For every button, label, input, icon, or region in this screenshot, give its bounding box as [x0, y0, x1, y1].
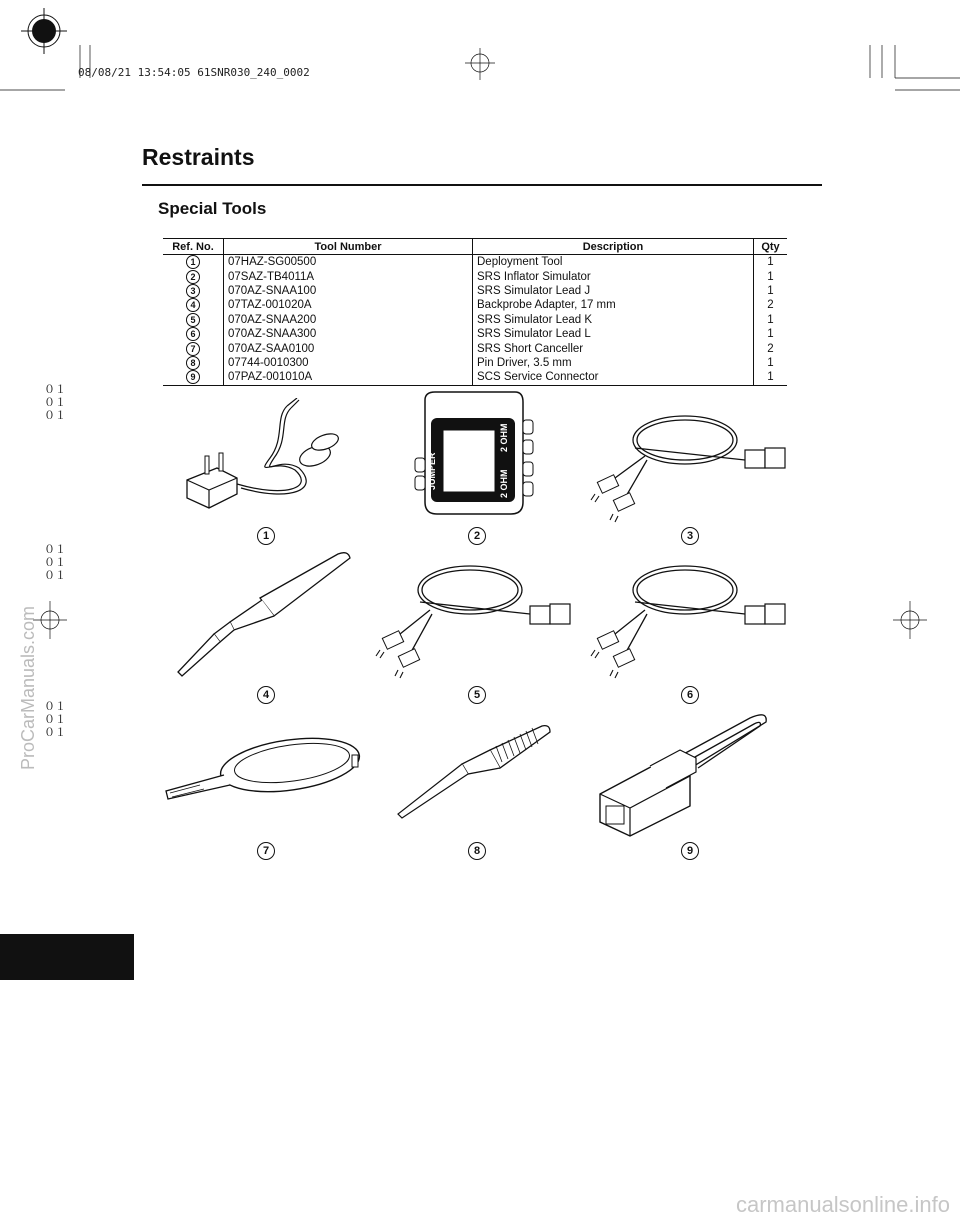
figure-label: 4 — [257, 686, 275, 704]
page-subtitle: Special Tools — [158, 199, 267, 218]
print-stamp: 08/08/21 13:54:05 61SNR030_240_0002 — [78, 66, 310, 79]
jumper-text: JUMPER — [427, 452, 437, 490]
figure-label: 7 — [257, 842, 275, 860]
scs-service-connector-illustration — [590, 706, 780, 841]
tool-qty: 1 — [767, 313, 774, 326]
tool-description: SRS Simulator Lead L — [473, 327, 754, 341]
simulator-lead-k-illustration — [370, 554, 575, 679]
tool-description: Deployment Tool — [473, 255, 754, 270]
tool-qty: 1 — [767, 270, 774, 283]
margin-code: ０１ ０１ ０１ — [44, 543, 66, 582]
simulator-lead-j-illustration — [585, 398, 790, 523]
tool-description: Backprobe Adapter, 17 mm — [473, 298, 754, 312]
deployment-tool-illustration — [175, 398, 355, 518]
margin-code: ０１ ０１ ０１ — [44, 700, 66, 739]
tool-number: 070AZ-SAA0100 — [224, 341, 473, 355]
header-qty: Qty — [754, 239, 788, 255]
tool-qty: 1 — [767, 256, 774, 269]
backprobe-adapter-illustration — [170, 548, 360, 678]
section-tab — [0, 934, 134, 980]
section-title: Restraints — [142, 144, 255, 170]
figure-label: 3 — [681, 527, 699, 545]
tool-number: 07PAZ-001010A — [224, 370, 473, 385]
header-tool-number: Tool Number — [224, 239, 473, 255]
short-canceller-illustration — [160, 735, 370, 805]
tool-description: Pin Driver, 3.5 mm — [473, 356, 754, 370]
ohm-top-text: 2 OHM — [499, 423, 509, 452]
tool-description: SRS Simulator Lead K — [473, 313, 754, 327]
table-row — [163, 370, 787, 385]
ref-number: 8 — [186, 356, 200, 370]
table-row — [163, 284, 787, 298]
ref-number: 4 — [186, 298, 200, 312]
table-row — [163, 341, 787, 355]
title-divider — [142, 184, 822, 186]
inflator-simulator-illustration — [405, 390, 535, 520]
ref-number: 7 — [186, 342, 200, 356]
table-header-row — [163, 239, 787, 255]
header-description: Description — [473, 239, 754, 255]
tool-number: 07HAZ-SG00500 — [224, 255, 473, 270]
tool-qty: 2 — [767, 299, 774, 312]
ref-number: 2 — [186, 270, 200, 284]
tool-description: SRS Short Canceller — [473, 341, 754, 355]
figure-label: 2 — [468, 527, 486, 545]
tool-description: SCS Service Connector — [473, 370, 754, 385]
crosshair-right-icon — [890, 595, 930, 645]
tool-number: 070AZ-SNAA200 — [224, 313, 473, 327]
table-row — [163, 327, 787, 341]
figure-label: 8 — [468, 842, 486, 860]
tool-qty: 2 — [767, 342, 774, 355]
crosshair-icon — [465, 48, 495, 80]
ref-number: 6 — [186, 327, 200, 341]
table-row — [163, 298, 787, 312]
margin-code: ０１ ０１ ０１ — [44, 383, 66, 422]
tool-description: SRS Simulator Lead J — [473, 284, 754, 298]
figure-label: 5 — [468, 686, 486, 704]
ref-number: 3 — [186, 284, 200, 298]
table-row — [163, 255, 787, 270]
table-row — [163, 313, 787, 327]
tool-description: SRS Inflator Simulator — [473, 269, 754, 283]
figure-label: 1 — [257, 527, 275, 545]
tool-qty: 1 — [767, 356, 774, 369]
header-ref-no: Ref. No. — [163, 239, 224, 255]
registration-target-icon — [21, 8, 67, 54]
ref-number: 1 — [186, 255, 200, 269]
tool-number: 070AZ-SNAA100 — [224, 284, 473, 298]
tool-number: 070AZ-SNAA300 — [224, 327, 473, 341]
ref-number: 5 — [186, 313, 200, 327]
simulator-lead-l-illustration — [585, 554, 790, 679]
watermark-bottom: carmanualsonline.info — [735, 1192, 950, 1217]
tool-number: 07TAZ-001020A — [224, 298, 473, 312]
tool-qty: 1 — [767, 371, 774, 384]
tool-qty: 1 — [767, 328, 774, 341]
figure-label: 6 — [681, 686, 699, 704]
tool-number: 07SAZ-TB4011A — [224, 269, 473, 283]
tool-number: 07744-0010300 — [224, 356, 473, 370]
pin-driver-illustration — [390, 722, 560, 822]
special-tools-table — [163, 238, 787, 386]
tool-qty: 1 — [767, 284, 774, 297]
table-row — [163, 356, 787, 370]
ref-number: 9 — [186, 370, 200, 384]
table-row — [163, 269, 787, 283]
figure-label: 9 — [681, 842, 699, 860]
ohm-bottom-text: 2 OHM — [499, 469, 509, 498]
registration-marks — [0, 0, 960, 110]
watermark-left: ProCarManuals.com — [18, 605, 38, 770]
